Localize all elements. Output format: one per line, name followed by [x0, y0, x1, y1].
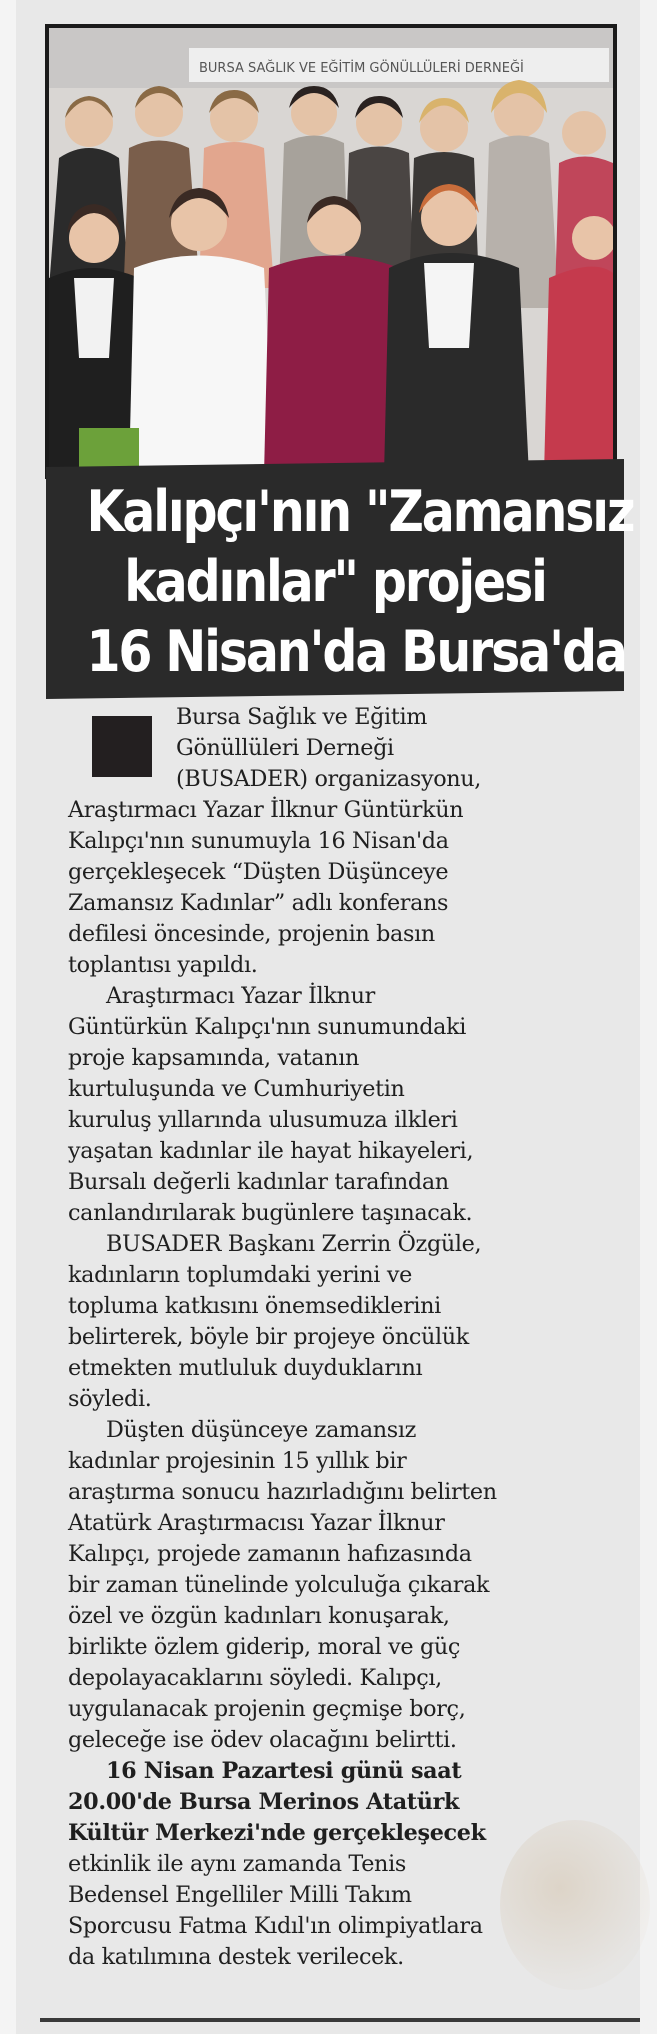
article-line: Bursalı değerli kadınlar tarafından — [68, 1169, 449, 1195]
article-body — [68, 702, 613, 1973]
article-line: Kalıpçı'nın sunumuyla 16 Nisan'da — [68, 828, 449, 854]
article-line-bold: Kültür Merkezi'nde gerçekleşecek — [68, 1820, 486, 1846]
article-line: etkinlik ile aynı zamanda Tenis — [68, 1851, 406, 1877]
article-line: geleceğe ise ödev olacağını belirtti. — [68, 1727, 457, 1753]
paragraph-marker-square — [92, 716, 152, 777]
article-line: Araştırmacı Yazar İlknur — [106, 983, 375, 1009]
bottom-divider — [40, 2018, 640, 2022]
watermark-icon — [500, 1820, 650, 1990]
article-line: proje kapsamında, vatanın — [68, 1045, 359, 1071]
article-line: araştırma sonucu hazırladığını belirten — [68, 1479, 497, 1505]
article-line: da katılımına destek verilecek. — [68, 1944, 404, 1970]
article-line: Zamansız Kadınlar” adlı konferans — [68, 890, 449, 916]
article-line: uygulanacak projenin geçmişe borç, — [68, 1696, 466, 1722]
article-line: BUSADER Başkanı Zerrin Özgüle, — [106, 1231, 482, 1257]
article-line: topluma katkısını önemsediklerini — [68, 1293, 441, 1319]
article-line-bold: 16 Nisan Pazartesi günü saat — [106, 1758, 462, 1784]
article-line: depolayacaklarını söyledi. Kalıpçı, — [68, 1665, 442, 1691]
article-line: kurtuluşunda ve Cumhuriyetin — [68, 1076, 405, 1102]
headline-line-1: Kalıpçı'nın "Zamansız — [86, 479, 634, 545]
article-line: belirterek, böyle bir projeye öncülük — [68, 1324, 469, 1350]
article-line: Bedensel Engelliler Milli Takım — [68, 1882, 412, 1908]
article-line: bir zaman tünelinde yolculuğa çıkarak — [68, 1572, 490, 1598]
article-line: kadınlar projesinin 15 yıllık bir — [68, 1448, 407, 1474]
article-line: gerçekleşecek “Düşten Düşünceye — [68, 859, 449, 885]
article-line: kadınların toplumdaki yerini ve — [68, 1262, 412, 1288]
group-photo-icon — [49, 28, 613, 475]
article-line: defilesi öncesinde, projenin basın — [68, 921, 435, 947]
page-margin-right — [640, 0, 657, 2034]
page-margin-left — [0, 0, 16, 2034]
article-line: Bursa Sağlık ve Eğitim — [176, 704, 428, 730]
article-line: Güntürkün Kalıpçı'nın sunumundaki — [68, 1014, 467, 1040]
article-line: özel ve özgün kadınları konuşarak, — [68, 1603, 450, 1629]
headline-line-3: 16 Nisan'da Bursa'da — [86, 619, 626, 685]
article-line: Gönüllüleri Derneği — [176, 735, 394, 761]
article-line: Atatürk Araştırmacısı Yazar İlknur — [68, 1510, 445, 1536]
article-line: kuruluş yıllarında ulusumuza ilkleri — [68, 1107, 458, 1133]
group-photo — [45, 24, 617, 479]
article-line: yaşatan kadınlar ile hayat hikayeleri, — [68, 1138, 474, 1164]
article-line: söyledi. — [68, 1386, 152, 1412]
article-line: Sporcusu Fatma Kıdıl'ın olimpiyatlara — [68, 1913, 483, 1939]
article-line: etmekten mutluluk duyduklarını — [68, 1355, 423, 1381]
article-line-bold: 20.00'de Bursa Merinos Atatürk — [68, 1789, 460, 1815]
headline-banner — [46, 459, 634, 699]
article-line: Araştırmacı Yazar İlknur Güntürkün — [68, 797, 464, 823]
article-line: toplantısı yapıldı. — [68, 952, 258, 978]
headline-line-2: kadınlar" projesi — [124, 549, 546, 615]
article-line: Düşten düşünceye zamansız — [106, 1417, 417, 1443]
article-line: (BUSADER) organizasyonu, — [176, 766, 482, 792]
article-line: canlandırılarak bugünlere taşınacak. — [68, 1200, 473, 1226]
photo-banner-text: BURSA SAĞLIK VE EĞİTİM GÖNÜLLÜLERİ DERNEĞİ — [199, 61, 524, 76]
article-line: birlikte özlem giderip, moral ve güç — [68, 1634, 461, 1660]
article-line: Kalıpçı, projede zamanın hafızasında — [68, 1541, 472, 1567]
